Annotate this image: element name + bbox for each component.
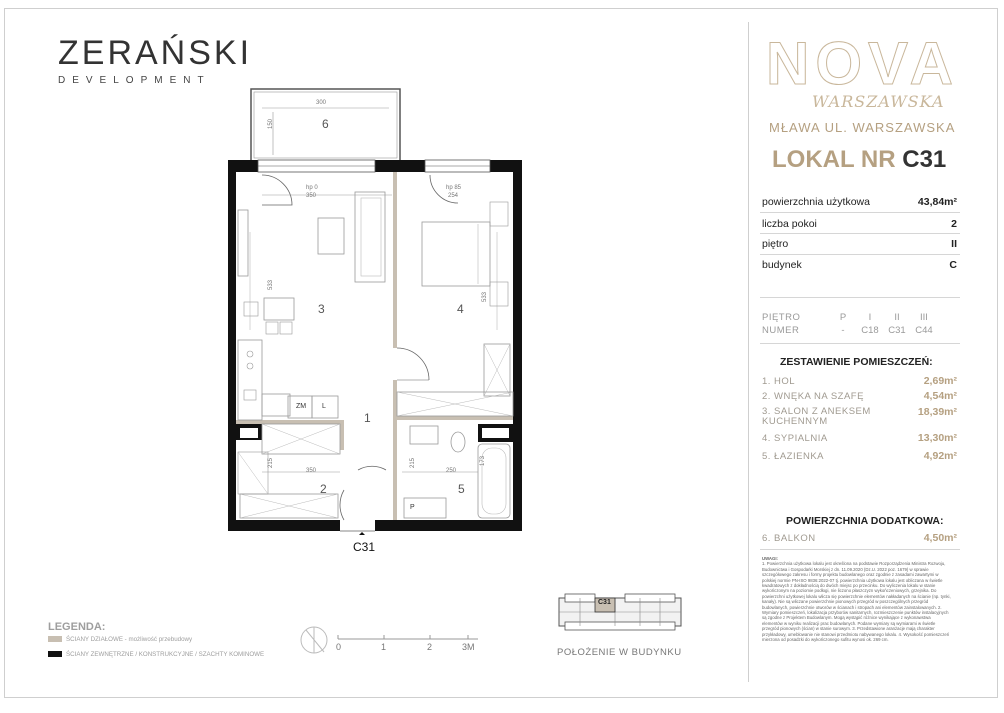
summary-divider [760, 212, 960, 213]
floors-row-label: NUMER [762, 325, 800, 336]
coffee-table [318, 218, 344, 254]
summary-label: piętro [762, 238, 789, 250]
room-area: 2,69m² [923, 375, 957, 387]
sofa [355, 192, 385, 282]
dimension: 150 [268, 118, 275, 130]
door-swing [397, 348, 429, 380]
summary-value: 2 [951, 218, 957, 230]
room-name: 6. BALKON [762, 533, 816, 544]
partition-wall [393, 416, 513, 420]
dimension: 215 [410, 457, 417, 469]
scale-tick: 3M [462, 642, 475, 652]
summary-divider [760, 233, 960, 234]
sink [410, 426, 438, 444]
dimension: 215 [268, 457, 275, 469]
partition-wall [393, 172, 397, 348]
kitchen-counter [238, 340, 262, 420]
room-area: 18,39m² [917, 406, 957, 418]
summary-divider [760, 254, 960, 255]
notes-title: UWAGI: [762, 556, 778, 561]
scale-tick: 1 [381, 642, 387, 652]
fixture-label: L [322, 403, 326, 410]
floor-number: C31 [888, 325, 906, 336]
floors-divider [760, 343, 960, 344]
room-area: 13,30m² [917, 432, 957, 444]
extra-title: POWIERZCHNIA DODATKOWA: [786, 515, 944, 527]
door-swing [358, 466, 386, 470]
floor-level: II [894, 312, 900, 323]
floor-plan [215, 85, 535, 535]
fixture-label: ZM [296, 403, 307, 410]
entrance-label: C31 [353, 540, 376, 554]
room-name: 1. HOL [762, 376, 796, 387]
floor-number: C18 [861, 325, 879, 336]
location-label: POŁOŻENIE W BUDYNKU [557, 647, 682, 658]
floor-number: - [841, 325, 845, 336]
legend-title: LEGENDA: [48, 621, 106, 633]
partition-wall [393, 416, 397, 520]
room-area: 4,92m² [923, 450, 957, 462]
room-number: 3 [318, 302, 325, 316]
exterior-wall-left [228, 160, 340, 531]
floor-level: P [839, 312, 847, 323]
exterior-wall-top [375, 160, 425, 172]
door-swing [340, 490, 344, 520]
partition-wall [236, 420, 340, 424]
dimension: hp 85 [446, 185, 462, 191]
location-highlight-label: C31 [598, 599, 611, 606]
unit-title [772, 146, 946, 174]
floor-number: C44 [915, 325, 933, 336]
room-name: 3. SALON Z ANEKSEM KUCHENNYM [762, 406, 871, 427]
dimension: 173 [480, 455, 487, 467]
project-logo-script: WARSZAWSKA [812, 92, 945, 111]
dimension: 533 [482, 291, 489, 303]
dimension: 533 [268, 279, 275, 291]
room-name: 2. WNĘKA NA SZAFĘ [762, 391, 864, 402]
dining-table [264, 298, 294, 320]
dimension: hp 0 [306, 185, 318, 191]
floors-row-label: PIĘTRO [762, 312, 801, 323]
room-area: 4,54m² [923, 390, 957, 402]
floor-level: I [868, 312, 872, 323]
unit-title-label: LOKAL NR [772, 146, 896, 173]
summary-value: 43,84m² [917, 196, 957, 208]
developer-logo: ZERAŃSKI [58, 34, 253, 72]
developer-logo-sub: DEVELOPMENT [58, 75, 211, 86]
exterior-wall-right [375, 160, 522, 531]
room-area: 4,50m² [923, 532, 957, 544]
room-number: 4 [457, 302, 464, 316]
room-number: 5 [458, 482, 465, 496]
building-location-graphic [555, 590, 685, 642]
summary-value: II [951, 238, 957, 250]
dimension: 254 [448, 193, 459, 199]
dimension: 350 [306, 193, 317, 199]
fridge [262, 394, 290, 416]
room-number: 2 [320, 482, 327, 496]
summary-divider [760, 297, 960, 298]
fixture-label: P [410, 504, 415, 511]
tv-cabinet [238, 210, 248, 276]
bed [422, 222, 490, 286]
scale-tick: 0 [336, 642, 342, 652]
entrance-arrow-icon [354, 532, 370, 535]
summary-label: powierzchnia użytkowa [762, 196, 870, 208]
panel-divider [748, 22, 749, 682]
legend-swatch-partition [48, 636, 62, 642]
legend-label: ŚCIANY DZIAŁOWE - możliwość przebudowy [66, 636, 193, 643]
dimension: 250 [446, 468, 457, 474]
scale-tick: 2 [427, 642, 433, 652]
door-swing [262, 175, 292, 205]
floor-level: III [920, 312, 928, 323]
notes [762, 556, 952, 660]
dimension: 350 [306, 468, 317, 474]
dimension: 300 [316, 100, 327, 106]
notes-body: 1. Powierzchnia użytkowa lokalu jest określona na podstawie Rozporządzenia Ministra Rozwoju, Budownictwa i Gospodarki Morskiej z dn. 11.09.2020 (Dz.U. 2022 poz. 1679) w sprawie szczegółowego zakresu i formy projektu budowlanego oraz zgodnie z zasadami zawartymi w polskiej normie PN-ISO 9836:2022-07 tj. powierzchnia użytkowa lokalu jest obliczana w świetle kwadratowych z dokładnością do dwóch miejsc po przecinku. Do wyliczenia lokalu w stanie wykończonym na poziomie podłogi, nie liczono płaszczyzn wykończeniowych, grzejnika. Do powierzchni użytkowej lokalu wlicza się powierzchnie elementów nakładanych na ścianie (np. tynki, kanały). Nie są wliczane powierzchnie pionowych przegród w poszczególnych przegród budowlanych, powierzchnie otworów w ścianach i stropach ani elementów zainstalowanych. 2. Wymiary pomieszczeń, lokalizacja przyborów sanitarnych, rozmieszczenie punktów instalacyjnych są zgodne z Projektem Budowlanym. Mogą wystąpić różnice wynikające z wykonawstwa elementów w wyniku realizacji prac budowlanych. Podane wymiary są wymiarami w świetle przegród pionowych (ścian) w stanie surowym. 3. Przedstawione aranżacje mają charakter przykładowy, umeblowanie nie stanowi przedmiotu nabywanego lokalu. 4. Wysokość pomieszczeń mierzona od posadzki do wykończonego sufitu wynosi ok. 269 cm. [762, 561, 951, 643]
toilet [451, 432, 465, 452]
unit-number: C31 [902, 146, 947, 173]
summary-label: liczba pokoi [762, 218, 817, 230]
room-name: 5. ŁAZIENKA [762, 451, 824, 462]
project-address: MŁAWA UL. WARSZAWSKA [769, 120, 956, 135]
summary-label: budynek [762, 259, 802, 271]
project-logo: NOVA [766, 30, 959, 97]
room-name: 4. SYPIALNIA [762, 433, 828, 444]
legend-label: ŚCIANY ZEWNĘTRZNE / KONSTRUKCYJNE / SZACHTY KOMINOWE [66, 651, 265, 658]
partition-wall [340, 420, 344, 450]
legend-swatch-wall [48, 651, 62, 657]
extra-divider [760, 549, 960, 550]
rooms-title: ZESTAWIENIE POMIESZCZEŃ: [780, 356, 933, 368]
partition-wall [393, 380, 397, 416]
room-number: 1 [364, 411, 371, 425]
summary-value: C [949, 259, 957, 271]
room-number: 6 [322, 117, 329, 131]
